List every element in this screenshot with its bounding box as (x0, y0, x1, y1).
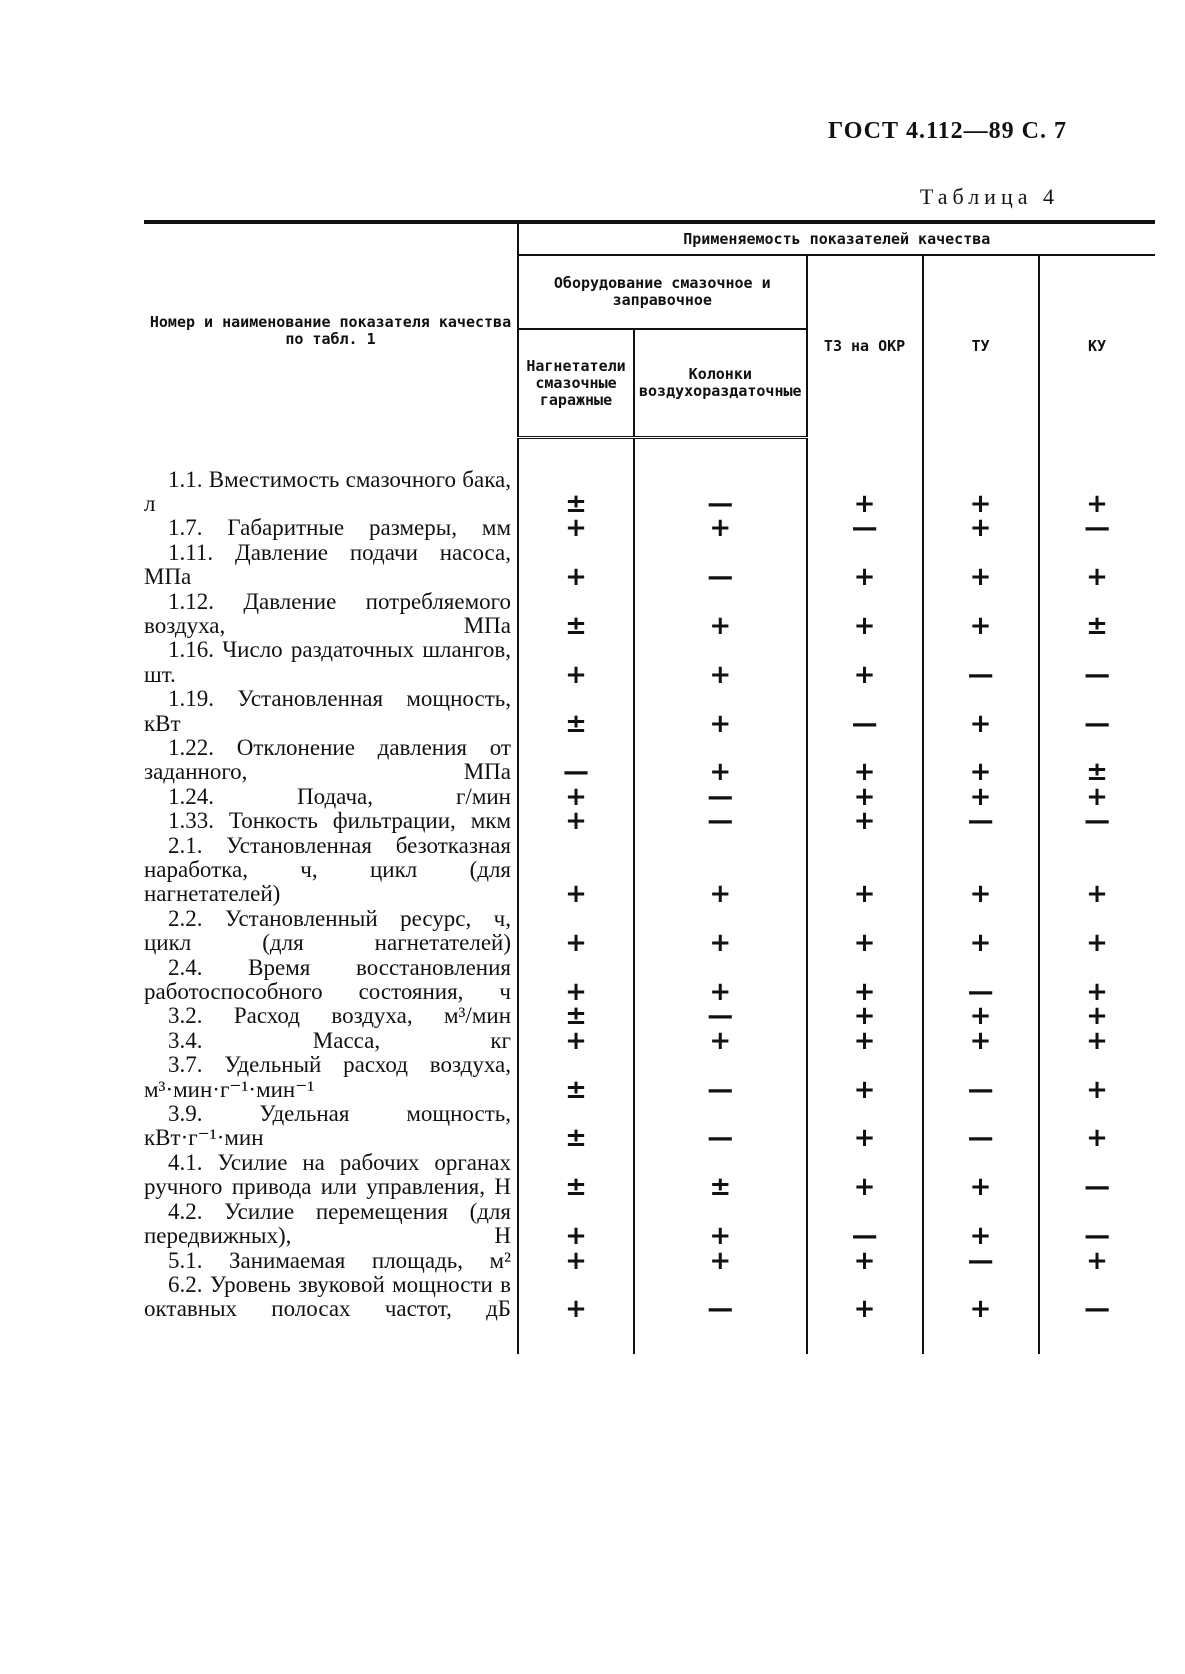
indicator-name-text: 1.33. Тонкость фильтрации, мкм (168, 808, 511, 834)
applicability-mark-col1: + (518, 956, 634, 1005)
indicator-name-text: 2.2. Установленный ресурс, ч, цикл (для нагнетателей) (144, 905, 511, 956)
applicability-mark-col1: + (518, 1200, 634, 1249)
indicator-name-text: 1.19. Установленная мощность, кВт (144, 686, 511, 736)
applicability-mark-col1: ± (518, 687, 634, 736)
applicability-mark-col2: — (634, 1053, 807, 1102)
applicability-mark-col2: — (634, 468, 807, 517)
applicability-mark-col1: ± (518, 1053, 634, 1102)
indicator-name (144, 956, 518, 1005)
applicability-mark-col2: + (634, 907, 807, 956)
applicability-mark-col4: — (923, 638, 1039, 687)
applicability-mark-col1: — (518, 736, 634, 785)
applicability-mark-col3: + (807, 590, 923, 639)
applicability-mark-col3: + (807, 1029, 923, 1053)
indicator-name-text: 1.7. Габаритные размеры, мм (168, 515, 511, 541)
applicability-mark-col2: + (634, 834, 807, 907)
spacer-row (144, 438, 1155, 468)
applicability-mark-col3: + (807, 956, 923, 1005)
applicability-mark-col4: + (923, 1200, 1039, 1249)
applicability-mark-col5: + (1039, 468, 1155, 517)
applicability-mark-col3: + (807, 541, 923, 590)
applicability-mark-col1: + (518, 638, 634, 687)
table-row (144, 1249, 1155, 1273)
applicability-mark-col1: + (518, 1273, 634, 1322)
applicability-mark-col1: + (518, 834, 634, 907)
indicator-name-text: 4.2. Усилие перемещения (для передвижных), Н (144, 1198, 511, 1249)
applicability-mark-col1: + (518, 541, 634, 590)
indicator-name (144, 541, 518, 590)
table-row (144, 785, 1155, 809)
applicability-mark-col5: — (1039, 1200, 1155, 1249)
applicability-mark-col2: + (634, 590, 807, 639)
applicability-mark-col5: + (1039, 1004, 1155, 1028)
applicability-mark-col1: ± (518, 468, 634, 517)
applicability-mark-col4: — (923, 1102, 1039, 1151)
column-header-applicability: Применяемость показателей качества (518, 222, 1155, 255)
indicator-name-text: 1.22. Отклонение давления от заданного, МПа (144, 734, 511, 785)
applicability-table (144, 220, 1155, 1354)
indicator-name (144, 736, 518, 785)
applicability-mark-col1: + (518, 516, 634, 540)
table-row (144, 1200, 1155, 1249)
column-header-ku: КУ (1039, 255, 1155, 438)
indicator-name (144, 638, 518, 687)
applicability-mark-col1: ± (518, 1004, 634, 1028)
indicator-name (144, 785, 518, 809)
applicability-mark-col5: + (1039, 907, 1155, 956)
applicability-mark-col5: + (1039, 541, 1155, 590)
applicability-mark-col1: + (518, 785, 634, 809)
applicability-mark-col4: + (923, 590, 1039, 639)
indicator-name (144, 1249, 518, 1273)
applicability-mark-col2: — (634, 785, 807, 809)
applicability-mark-col4: + (923, 736, 1039, 785)
indicator-name-text: 6.2. Уровень звуковой мощности в октавных полосах частот, дБ (144, 1271, 511, 1322)
table-row (144, 907, 1155, 956)
applicability-mark-col5: + (1039, 834, 1155, 907)
table-caption: Таблица 4 (919, 184, 1059, 209)
applicability-mark-col4: — (923, 956, 1039, 1005)
applicability-mark-col3: — (807, 1200, 923, 1249)
indicator-name (144, 809, 518, 833)
table-row (144, 1102, 1155, 1151)
applicability-mark-col5: — (1039, 1273, 1155, 1322)
applicability-mark-col5: + (1039, 785, 1155, 809)
applicability-mark-col5: + (1039, 956, 1155, 1005)
applicability-mark-col5: — (1039, 687, 1155, 736)
indicator-name-text: 3.7. Удельный расход воздуха, м³·мин·г⁻¹·мин⁻¹ (144, 1052, 511, 1102)
applicability-mark-col4: + (923, 1151, 1039, 1200)
applicability-mark-col5: + (1039, 1102, 1155, 1151)
applicability-mark-col2: — (634, 1102, 807, 1151)
applicability-mark-col5: + (1039, 1249, 1155, 1273)
applicability-mark-col3: + (807, 468, 923, 517)
document-reference: ГОСТ 4.112—89 С. 7 (828, 118, 1067, 144)
applicability-mark-col4: — (923, 1053, 1039, 1102)
indicator-name-text: 1.16. Число раздаточных шлангов, шт. (144, 637, 511, 687)
applicability-mark-col3: + (807, 1004, 923, 1028)
applicability-mark-col5: — (1039, 516, 1155, 540)
applicability-mark-col4: + (923, 1273, 1039, 1322)
applicability-mark-col2: + (634, 736, 807, 785)
applicability-mark-col2: — (634, 541, 807, 590)
indicator-name-text: 5.1. Занимаемая площадь, м² (168, 1247, 511, 1273)
applicability-mark-col4: + (923, 541, 1039, 590)
indicator-name (144, 1029, 518, 1053)
applicability-mark-col2: + (634, 1249, 807, 1273)
table-row (144, 1004, 1155, 1028)
applicability-mark-col5: + (1039, 1053, 1155, 1102)
table-row (144, 638, 1155, 687)
indicator-name (144, 590, 518, 639)
applicability-mark-col5: — (1039, 638, 1155, 687)
applicability-mark-col4: + (923, 785, 1039, 809)
applicability-mark-col2: + (634, 1029, 807, 1053)
applicability-mark-col4: + (923, 834, 1039, 907)
column-header-name: Номер и наименование показателя качества по табл. 1 (144, 222, 518, 438)
column-header-equipment: Оборудование смазочное и заправочное (518, 255, 807, 329)
indicator-name (144, 1273, 518, 1322)
applicability-mark-col4: + (923, 468, 1039, 517)
applicability-mark-col1: ± (518, 590, 634, 639)
applicability-mark-col3: + (807, 785, 923, 809)
applicability-mark-col3: — (807, 687, 923, 736)
indicator-name (144, 687, 518, 736)
indicator-name-text: 1.24. Подача, г/мин (168, 783, 511, 809)
table-row (144, 1053, 1155, 1102)
applicability-mark-col4: — (923, 809, 1039, 833)
applicability-mark-col4: + (923, 516, 1039, 540)
applicability-mark-col3: + (807, 834, 923, 907)
indicator-name (144, 468, 518, 517)
applicability-mark-col1: + (518, 1249, 634, 1273)
applicability-mark-col4: + (923, 907, 1039, 956)
applicability-mark-col2: ± (634, 1151, 807, 1200)
applicability-mark-col3: + (807, 1053, 923, 1102)
applicability-mark-col3: + (807, 736, 923, 785)
indicator-name (144, 1053, 518, 1102)
applicability-mark-col1: + (518, 907, 634, 956)
applicability-mark-col2: + (634, 516, 807, 540)
applicability-mark-col2: + (634, 687, 807, 736)
indicator-name-text: 4.1. Усилие на рабочих органах ручного привода или управления, Н (144, 1149, 511, 1200)
column-header-air-columns: Колонки воздухораздаточные (634, 329, 807, 438)
indicator-name-text: 1.11. Давление подачи насоса, МПа (144, 539, 511, 590)
applicability-mark-col4: + (923, 1004, 1039, 1028)
applicability-mark-col5: ± (1039, 590, 1155, 639)
table-row (144, 1273, 1155, 1322)
applicability-mark-col1: ± (518, 1151, 634, 1200)
indicator-name (144, 834, 518, 907)
applicability-mark-col2: + (634, 638, 807, 687)
table-row (144, 736, 1155, 785)
applicability-mark-col3: + (807, 809, 923, 833)
indicator-name-text: 2.4. Время восстановления работоспособного состояния, ч (144, 954, 511, 1005)
applicability-mark-col5: ± (1039, 736, 1155, 785)
indicator-name-text: 1.1. Вместимость смазочного бака, л (144, 466, 511, 516)
spacer-row (144, 1322, 1155, 1354)
applicability-mark-col4: + (923, 1029, 1039, 1053)
applicability-mark-col4: — (923, 1249, 1039, 1273)
applicability-mark-col1: + (518, 809, 634, 833)
indicator-name (144, 1151, 518, 1200)
applicability-mark-col2: + (634, 1200, 807, 1249)
indicator-name-text: 3.9. Удельная мощность, кВт·г⁻¹·мин (144, 1101, 511, 1151)
indicator-name (144, 1200, 518, 1249)
table-row (144, 1029, 1155, 1053)
indicator-name (144, 907, 518, 956)
applicability-mark-col3: — (807, 516, 923, 540)
column-header-tu: ТУ (923, 255, 1039, 438)
table-row (144, 956, 1155, 1005)
applicability-mark-col2: — (634, 1273, 807, 1322)
applicability-mark-col2: — (634, 1004, 807, 1028)
applicability-mark-col5: — (1039, 1151, 1155, 1200)
indicator-name (144, 516, 518, 540)
table-row (144, 809, 1155, 833)
column-header-injectors: Нагнетатели смазочные гаражные (518, 329, 634, 438)
indicator-name (144, 1102, 518, 1151)
indicator-name-text: 3.2. Расход воздуха, м³/мин (168, 1003, 511, 1029)
applicability-mark-col2: — (634, 809, 807, 833)
applicability-mark-col2: + (634, 956, 807, 1005)
table-row (144, 687, 1155, 736)
applicability-mark-col3: + (807, 1273, 923, 1322)
indicator-name-text: 1.12. Давление потребляемого воздуха, МПа (144, 588, 511, 638)
applicability-mark-col3: + (807, 907, 923, 956)
applicability-mark-col5: — (1039, 809, 1155, 833)
column-header-tz-okr: ТЗ на ОКР (807, 255, 923, 438)
applicability-mark-col5: + (1039, 1029, 1155, 1053)
table-row (144, 541, 1155, 590)
applicability-mark-col3: + (807, 1102, 923, 1151)
table-row (144, 516, 1155, 540)
applicability-mark-col4: + (923, 687, 1039, 736)
applicability-mark-col3: + (807, 1249, 923, 1273)
applicability-mark-col3: + (807, 1151, 923, 1200)
applicability-mark-col1: + (518, 1029, 634, 1053)
indicator-name (144, 1004, 518, 1028)
applicability-mark-col1: ± (518, 1102, 634, 1151)
table-row (144, 590, 1155, 639)
indicator-name-text: 3.4. Масса, кг (168, 1027, 511, 1053)
indicator-name-text: 2.1. Установленная безотказная наработка, ч, цикл (для нагнетателей) (144, 832, 511, 907)
table-row (144, 834, 1155, 907)
table-row (144, 1151, 1155, 1200)
applicability-mark-col3: + (807, 638, 923, 687)
table-row (144, 468, 1155, 517)
